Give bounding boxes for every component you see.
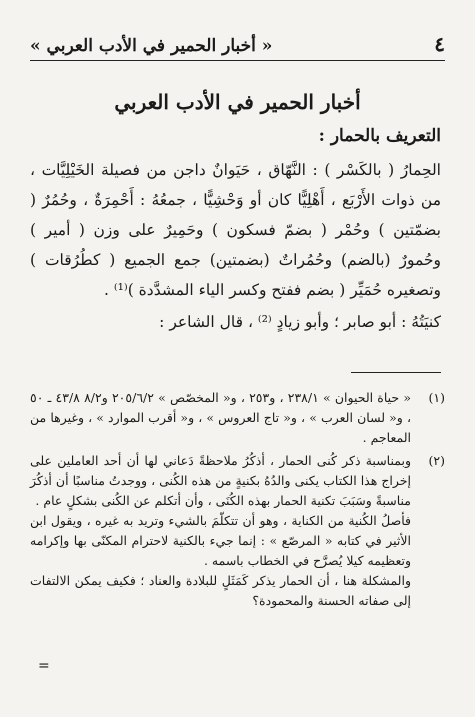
running-header [30,28,445,61]
main-text [30,155,441,337]
continuation-mark: = [38,658,50,674]
footnote-paragraph: وبمناسبة ذكر كُنى الحمار ، أذكُرُ ملاحظةً دَعاني لها أن أحد العاملين على إخراج هذا الكتاب يكنى والدُهُ بكنيةٍ من هذه الكُنى ، ووجدتُ مناسبًا أن أذكُرَ مناسبةً وسَبَبَ تكنية الحمار بهذه الكُنَى ، وأن أتكلم عن الكُنى بشكلٍ عام . [30,453,411,508]
footnote-paragraph: فأصلُ الكُنية من الكناية ، وهو أن تتكلّمَ بالشيء وتريد به غيره ، ويقول ابن الأثير في كتابه « المرصّع » : إنما جيء بالكنية لاحترام المكنّى بها وإكرامه وتعظيمه كيلا يُصرَّح في الخطاب باسمه . [30,513,411,568]
footnote-number: (١) [428,390,445,405]
running-title: « أخبار الحمير في الأدب العربي » [30,36,273,56]
page-number: ٤ [434,32,445,56]
footnote-1 [30,388,445,448]
footnote-paragraph: والمشكلة هنا ، أن الحمار يذكر كَمَثَلٍ للبلادة والعناد ؛ فكيف يمكن الالتفات إلى صفاته الحسنة والمحمودة؟ [30,573,411,608]
footnote-2 [30,451,445,611]
section-heading: التعريف بالحمار : [318,126,441,146]
footnote-body [30,388,411,448]
chapter-title: أخبار الحمير في الأدب العربي [114,90,361,114]
footnote-body [30,451,411,611]
footnote-divider [351,372,441,373]
footnote-number: (٢) [428,453,445,468]
body-paragraph-kunya: كنيَتُهُ : أبو صابر ؛ وأبو زيادٍ ⁽²⁾ ، قال الشاعر : [159,313,441,331]
footnotes [30,388,445,614]
body-paragraph-definition: الحِمارُ ( بالكَسْر ) : النَّهّاق ، حَيَوانٌ داجن من فصيلة الخَيْلِيَّات ، من ذوات الأَرْبَع ، أَهْلِيًّا كان أو وَحْشِيًّا ، جمعُهُ : أَحْمِرَةٌ ، وحُمُرٌ ( بضمّتين ) وحُمْر ( بضمّ فسكون ) وحَمِيرٌ على وزن ( أمير ) وحُمورٌ (بالضم) وحُمُراتٌ (بضمتين) جمع الجميع ( كطُرُقات ) وتصغيره حُمَيِّر ( بضم ففتح وكسر الياء المشدَّدة )⁽¹⁾ . [30,161,441,299]
footnote-paragraph: « حياة الحيوان » ٢٣٨/١ ، و٢٥٣ ، و« المخصّص » ٢٠٥/٦/٢ و٨/٢ ٤٣/٨ ـ ٥٠ ، و« لسان العرب » ، و« تاج العروس » ، و« أقرب الموارد » ، وغيرها من المعاجم . [30,390,412,445]
